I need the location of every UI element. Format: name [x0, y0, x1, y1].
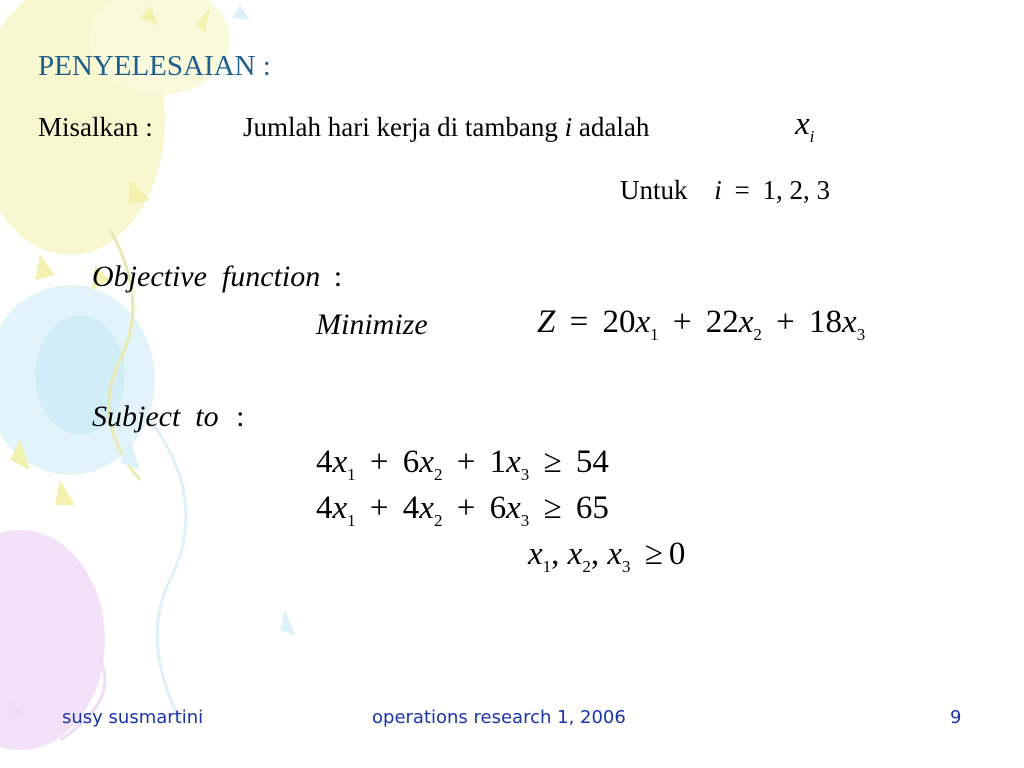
term-var: x [635, 304, 651, 340]
objective-equation [537, 304, 866, 344]
op: + [369, 490, 389, 526]
star-decoration-shape [55, 480, 75, 505]
term-sub: 2 [753, 325, 762, 344]
balloon-string-shape [150, 420, 186, 720]
range-label: Untuk [620, 175, 688, 205]
separator: , [551, 536, 560, 572]
coef: 4 [402, 490, 420, 526]
op: + [456, 490, 476, 526]
var: x [506, 490, 521, 526]
coef: 4 [316, 444, 333, 480]
sub: 2 [433, 511, 443, 530]
rhs: 65 [575, 490, 609, 526]
range-var: i [714, 175, 722, 205]
objective-colon: : [333, 260, 343, 293]
range-values: 1, 2, 3 [762, 175, 830, 205]
var: x [332, 490, 348, 526]
sub: 1 [542, 557, 552, 576]
coef: 4 [316, 490, 333, 526]
coef: 6 [489, 490, 507, 526]
term-sub: 1 [650, 325, 659, 344]
relation: ≥ [543, 490, 562, 526]
objective-op-1: + [672, 304, 692, 340]
var: x [528, 536, 543, 572]
constraints-label [92, 402, 244, 432]
term-coef: 20 [602, 304, 636, 340]
rhs: 0 [668, 536, 686, 572]
sub: 3 [621, 557, 631, 576]
coef: 6 [402, 444, 420, 480]
term-var: x [842, 304, 857, 340]
objective-term-2 [705, 304, 762, 344]
intro-text-before: Jumlah hari kerja di tambang [243, 112, 558, 142]
star-decoration-shape [280, 610, 295, 635]
term-coef: 22 [705, 304, 739, 340]
var: x [332, 444, 348, 480]
constraint-row-2 [316, 490, 609, 530]
range-line [620, 177, 830, 204]
objective-term-1 [602, 304, 659, 344]
constraints-label-text: Subject to [92, 400, 219, 433]
objective-eq: = [569, 304, 589, 340]
constraints-colon: : [236, 400, 245, 433]
var: x [506, 444, 521, 480]
relation: ≥ [644, 536, 663, 572]
var: x [419, 444, 434, 480]
range-eq: = [734, 175, 750, 205]
term-coef: 18 [809, 304, 843, 340]
intro-var-i: i [564, 112, 573, 142]
footer-author: susy susmartini [62, 707, 204, 728]
sub: 1 [347, 511, 356, 530]
var: x [607, 536, 622, 572]
constraint-row-1 [316, 444, 609, 484]
op: + [456, 444, 476, 480]
sub: 2 [582, 557, 591, 576]
intro-text-after: adalah [578, 112, 650, 142]
minimize-keyword: Minimize [316, 308, 428, 341]
relation: ≥ [543, 444, 562, 480]
intro-symbol-x: x [795, 106, 810, 142]
objective-lhs: Z [537, 304, 556, 340]
sub: 1 [347, 465, 356, 484]
objective-term-3 [809, 304, 866, 344]
rhs: 54 [575, 444, 609, 480]
term-sub: 3 [856, 325, 866, 344]
star-decoration-shape [35, 255, 55, 280]
op: + [369, 444, 389, 480]
sub: 3 [520, 465, 530, 484]
sub: 2 [433, 465, 443, 484]
objective-op-2: + [776, 304, 795, 340]
footer-course: operations research 1, 2006 [372, 707, 626, 728]
var: x [419, 490, 434, 526]
footer-page-number: 9 [950, 707, 962, 728]
slide-title: PENYELESAIAN : [38, 50, 271, 82]
separator: , [590, 536, 600, 572]
objective-label-text: Objective function [92, 260, 321, 293]
intro-symbol [795, 106, 815, 146]
objective-label [92, 262, 342, 292]
nonnegativity-constraint [528, 536, 686, 576]
intro-label: Misalkan : [38, 112, 153, 142]
var: x [567, 536, 583, 572]
term-var: x [738, 304, 754, 340]
sub: 3 [520, 511, 530, 530]
intro-text [243, 114, 649, 141]
star-decoration-shape [232, 5, 250, 20]
coef: 1 [489, 444, 507, 480]
intro-symbol-sub: i [809, 127, 815, 146]
